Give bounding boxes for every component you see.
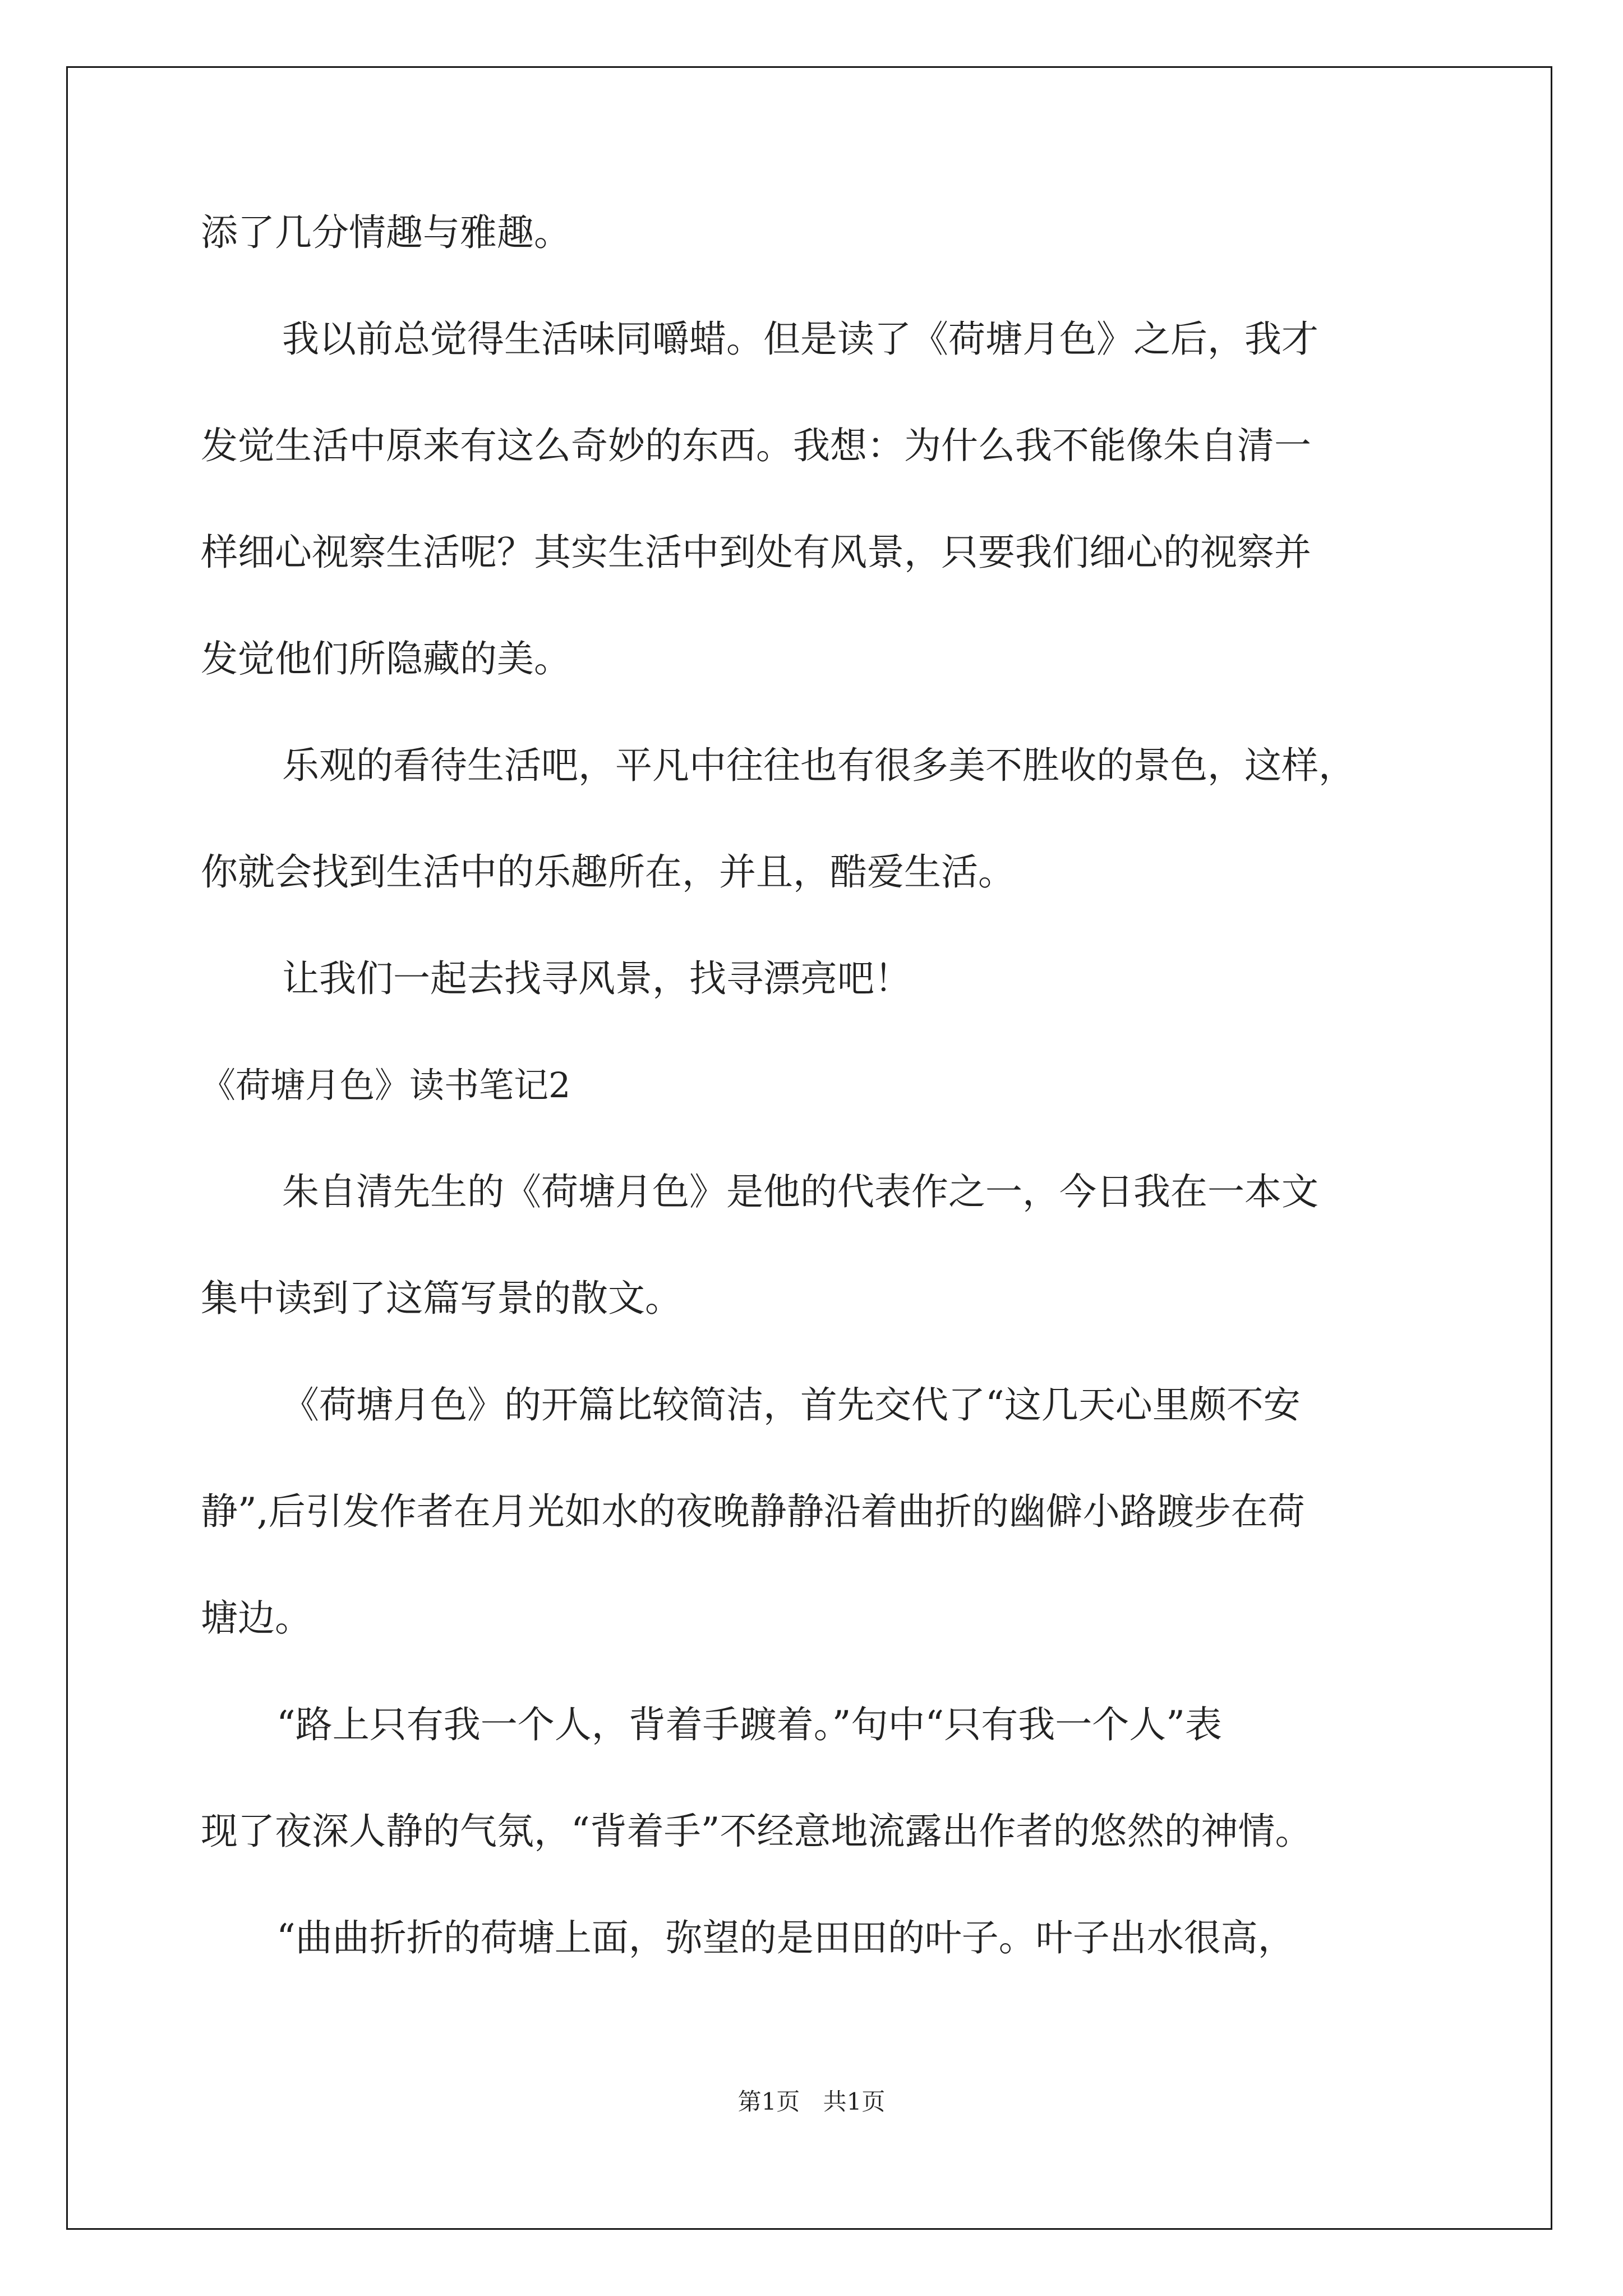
page-footer: [0, 2088, 1623, 2116]
text-line-13: 静”,后引发作者在月光如水的夜晚静静沿着曲折的幽僻小路踱步在荷: [201, 1490, 1305, 1533]
text-line-8: 让我们一起去找寻风景，找寻漂亮吧！: [282, 957, 911, 1000]
text-line-1: 添了几分情趣与雅趣。: [201, 211, 571, 254]
page-border: [66, 66, 1552, 2230]
text-line-11: 集中读到了这篇写景的散文。: [201, 1277, 682, 1320]
text-line-2: 我以前总觉得生活味同嚼蜡。但是读了《荷塘月色》之后，我才: [282, 318, 1318, 361]
text-line-3: 发觉生活中原来有这么奇妙的东西。我想：为什么我不能像朱自清一: [201, 424, 1311, 467]
text-line-14: 塘边。: [201, 1596, 312, 1640]
text-line-5: 发觉他们所隐藏的美。: [201, 637, 571, 680]
text-line-17: “曲曲折折的荷塘上面，弥望的是田田的叶子。叶子出水很高，: [276, 1916, 1295, 1959]
page-number: 第1页: [737, 2088, 800, 2115]
text-line-15: “路上只有我一个人，背着手踱着。”句中“只有我一个人”表: [276, 1703, 1222, 1746]
page-total: 共1页: [823, 2088, 886, 2115]
text-line-7: 你就会找到生活中的乐趣所在，并且，酷爱生活。: [201, 850, 1015, 894]
text-line-10: 朱自清先生的《荷塘月色》是他的代表作之一，今日我在一本文: [282, 1170, 1318, 1213]
text-line-16: 现了夜深人静的气氛，“背着手”不经意地流露出作者的悠然的神情。: [201, 1810, 1312, 1853]
text-line-12: 《荷塘月色》的开篇比较简洁，首先交代了“这几天心里颇不安: [282, 1383, 1301, 1427]
text-line-4: 样细心视察生活呢？其实生活中到处有风景，只要我们细心的视察并: [201, 531, 1311, 574]
section-heading: 《荷塘月色》读书笔记2: [201, 1065, 571, 1106]
text-line-6: 乐观的看待生活吧，平凡中往往也有很多美不胜收的景色，这样，: [282, 744, 1355, 787]
